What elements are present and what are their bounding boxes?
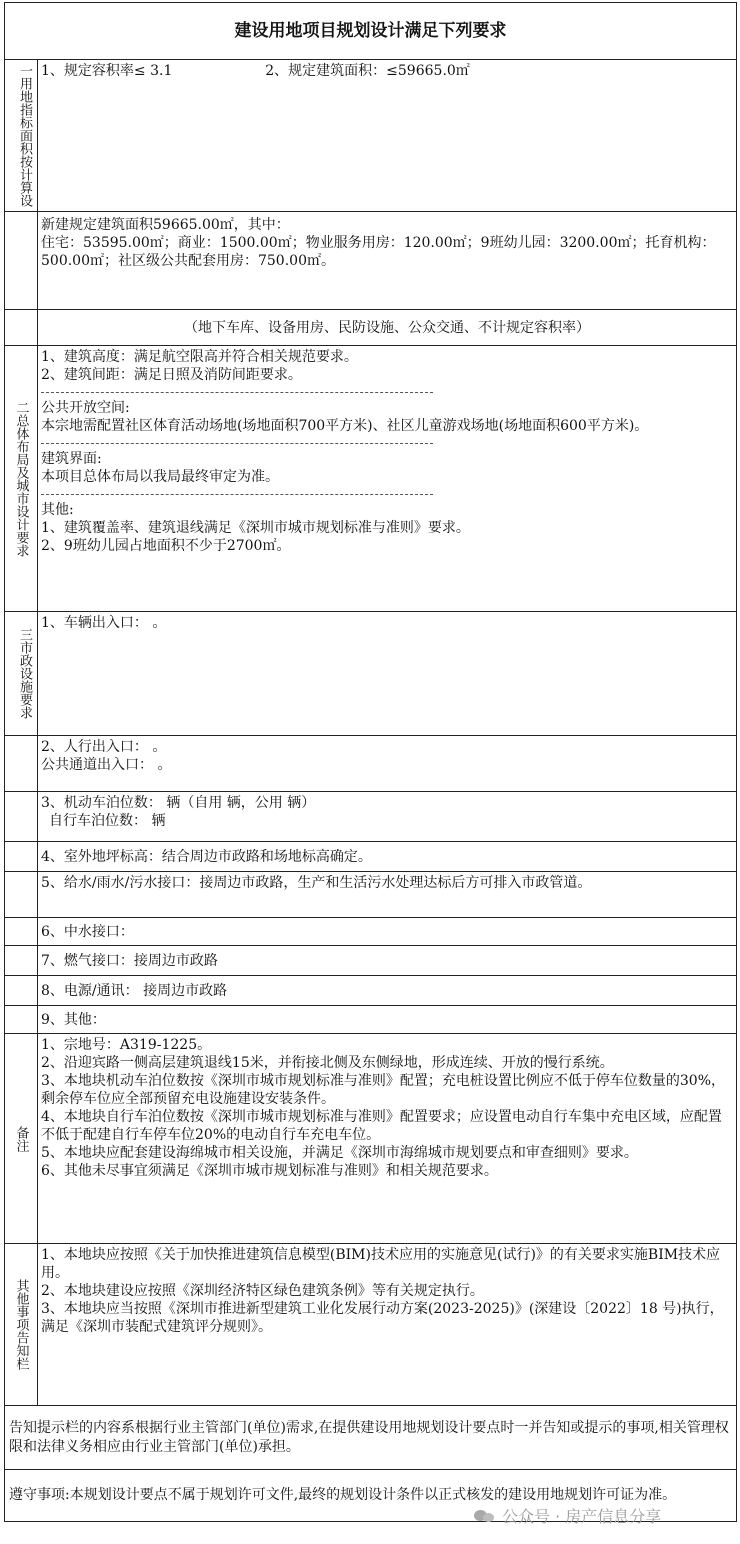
indicator-row [38, 60, 737, 212]
blank-label-cell [5, 310, 38, 346]
watermark [474, 1504, 661, 1527]
area-breakdown-detail: 住宅：53595.00㎡；商业：1500.00㎡；物业服务用房：120.00㎡；9班幼儿园：3200.00㎡；托育机构：500.00㎡；社区级公共配套用房：750.00㎡。 [41, 235, 716, 269]
bike-parking: 自行车泊位数： 辆 [49, 813, 166, 829]
blank-label-cell [5, 1006, 38, 1034]
blank-label-cell [5, 842, 38, 872]
blank-label-cell [5, 736, 38, 792]
layout-other-1: 1、建筑覆盖率、建筑退线满足《深圳市城市规划标准与准则》要求。 [41, 520, 470, 536]
blank-label-cell [5, 872, 38, 918]
notice-tip: 告知提示栏的内容系根据行业主管部门(单位)需求,在提供建设用地规划设计要点时一并告知或提示的事项,相关管理权限和法律义务相应由行业主管部门(单位)承担。 [5, 1406, 737, 1470]
remark-item: 2、沿迎宾路一侧高层建筑退线15米，并衔接北侧及东侧绿地，形成连续、开放的慢行系统。 [41, 1055, 614, 1071]
reclaimed-water: 6、中水接口： [38, 918, 737, 946]
blank-label-cell [5, 976, 38, 1006]
notice-item: 2、本地块建设应按照《深圳经济特区绿色建筑条例》等有关规定执行。 [41, 1283, 484, 1299]
wechat-icon [474, 1508, 496, 1524]
remark-item: 4、本地块自行车泊位数按《深圳市城市规划标准与准则》配置要求；应设置电动自行车集中充电区域，应配置不低于配建自行车停车位20%的电动自行车充电车位。 [41, 1109, 722, 1143]
parking-cell [38, 792, 737, 842]
layout-requirements-cell [38, 346, 737, 612]
blank-label-cell [5, 212, 38, 310]
layout-other-title: 其他: [41, 502, 74, 518]
building-spacing-req: 2、建筑间距：满足日照及消防间距要求。 [41, 367, 302, 383]
divider [41, 392, 433, 393]
layout-other-2: 2、9班幼儿园占地面积不少于2700㎡。 [41, 538, 291, 554]
remarks-cell [38, 1034, 737, 1244]
ground-level: 4、室外地坪标高：结合周边市政路和场地标高确定。 [38, 842, 737, 872]
municipal-other: 9、其他： [38, 1006, 737, 1034]
other-notice-cell [38, 1244, 737, 1406]
section-2-label: 二总体布局及城市设计要求 [5, 346, 38, 612]
pedestrian-entry-cell [38, 736, 737, 792]
other-notice-label: 其他事项告知栏 [5, 1244, 38, 1406]
area-breakdown-cell [38, 212, 737, 310]
blank-label-cell [5, 946, 38, 976]
section-3-label: 三市政设施要求 [5, 612, 38, 736]
power-interface: 8、电源/通讯： 接周边市政路 [38, 976, 737, 1006]
compliance-note: 遵守事项:本规划设计要点不属于规划许可文件,最终的规划设计条件以正式核发的建设用地规划许可证为准。 [5, 1470, 737, 1522]
public-passage-entry: 公共通道出入口： 。 [41, 757, 172, 773]
notice-item: 3、本地块应当按照《深圳市推进新型建筑工业化发展行动方案(2023-2025)》(深建设〔2022〕18 号)执行，满足《深圳市装配式建筑评分规则》。 [41, 1301, 724, 1335]
notice-item: 1、本地块应按照《关于加快推进建筑信息模型(BIM)技术应用的实施意见(试行)》的有关要求实施BIM技术应用。 [41, 1247, 721, 1281]
building-height-req: 1、建筑高度：满足航空限高并符合相关规范要求。 [41, 349, 358, 365]
watermark-text: 公众号 · 房产信息分享 [502, 1507, 662, 1526]
planning-requirements-document [4, 2, 736, 1522]
remark-item: 1、宗地号：A319-1225。 [41, 1037, 212, 1053]
interface-title: 建筑界面: [41, 451, 102, 467]
open-space-title: 公共开放空间: [41, 400, 130, 416]
interface-text: 本项目总体布局以我局最终审定为准。 [41, 469, 279, 485]
far-limit: 1、规定容积率≤ 3.1 [41, 63, 173, 79]
section-1-label: 一用地指标面积按计算设 [5, 60, 38, 212]
blank-label-cell [5, 918, 38, 946]
requirements-table [4, 2, 737, 1522]
divider [41, 494, 433, 495]
pedestrian-entry: 2、人行出入口： 。 [41, 739, 167, 755]
excluded-areas-note: （地下车库、设备用房、民防设施、公众交通、不计规定容积率） [38, 310, 737, 346]
document-title: 建设用地项目规划设计满足下列要求 [5, 3, 737, 60]
remarks-label: 备注 [5, 1034, 38, 1244]
open-space-text: 本宗地需配置社区体育活动场地(场地面积700平方米)、社区儿童游戏场地(场地面积600平方米)。 [41, 418, 649, 434]
motor-parking: 3、机动车泊位数： 辆（自用 辆，公用 辆） [41, 795, 316, 811]
vehicle-entry: 1、车辆出入口： 。 [38, 612, 737, 736]
gfa-limit: 2、规定建筑面积：≤59665.0㎡ [265, 63, 470, 79]
gas-interface: 7、燃气接口：接周边市政路 [38, 946, 737, 976]
blank-label-cell [5, 792, 38, 842]
remark-item: 3、本地块机动车泊位数按《深圳市城市规划标准与准则》配置；充电桩设置比例应不低于停车位数量的30%，剩余停车位应全部预留充电设施建设安装条件。 [41, 1073, 726, 1107]
remark-item: 6、其他未尽事宜须满足《深圳市城市规划标准与准则》和相关规范要求。 [41, 1163, 498, 1179]
water-interface: 5、给水/雨水/污水接口：接周边市政路，生产和生活污水处理达标后方可排入市政管道。 [38, 872, 737, 918]
divider [41, 443, 433, 444]
area-breakdown-intro: 新建规定建筑面积59665.00㎡，其中： [41, 217, 290, 233]
remark-item: 5、本地块应配套建设海绵城市相关设施，并满足《深圳市海绵城市规划要点和审查细则》要求。 [41, 1145, 638, 1161]
